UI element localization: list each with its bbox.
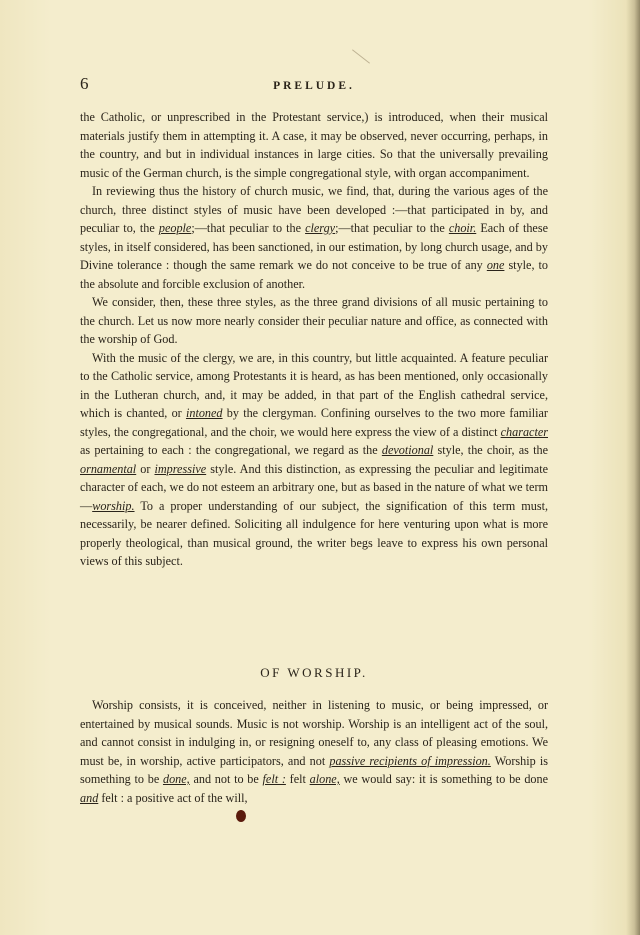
italic-text: one	[486, 258, 505, 272]
text-run: felt : a positive act of the will,	[98, 790, 248, 805]
italic-text: choir.	[448, 221, 477, 235]
text-run: In reviewing thus the history of church music, we find, that, during the various ages of the church, three distinct styles of music have been developed :—that participated in by, and peculiar to, the	[80, 184, 548, 235]
body-paragraph	[80, 349, 548, 571]
body-paragraph	[80, 108, 548, 182]
text-run: With the music of the clergy, we are, in this country, but little acquainted. A feature peculiar to the Catholic service, among Protestants it is heard, as has been mentioned, only occasionally in the Lutheran church, and, it may be added, in that part of the English cathedral service, which is chanted, or	[80, 350, 548, 420]
ink-blot	[236, 810, 246, 822]
text-run: and not to be	[189, 772, 263, 786]
text-run: the Catholic, or unprescribed in the Protestant service,) is introduced, when their musical materials justify them in attempting it. A case, it may be observed, never occurring, perhaps, in the country, and but in individual instances in large cities. So that the universally prevailing music of the German church, is the simple congregational style, with organ accompaniment.	[80, 110, 548, 180]
section-paragraph	[80, 696, 548, 807]
page-header	[80, 76, 548, 96]
text-run: or	[136, 461, 155, 476]
italic-text: impressive	[154, 461, 207, 476]
section-body-text	[80, 696, 548, 807]
text-run: we would say: it is something to be done	[339, 772, 549, 786]
italic-text: and	[80, 790, 99, 805]
text-run: style, to the absolute and forcible exclusion of another.	[80, 258, 549, 291]
section-heading: OF WORSHIP.	[260, 665, 368, 680]
italic-text: worship.	[92, 498, 135, 513]
italic-text: passive recipients of impression.	[329, 753, 491, 768]
body-paragraph	[80, 293, 548, 349]
text-run: Worship consists, it is conceived, neither in listening to music, or being impressed, or entertained by musical sounds. Music is not worship. Worship is an intelligent act of the soul, and cannot consist in indulging in, or resigning oneself to, any class of pleasing emotions. We must be, in worship, active participators, and not	[80, 698, 548, 768]
italic-text: people	[158, 221, 192, 235]
text-run: To a proper understanding of our subject, the signification of this term must, necessarily, be nearer defined. Soliciting all indulgence for here venturing upon what is more properly theological, than musical ground, the writer begs leave to express his own personal views of this subject.	[80, 498, 548, 568]
page-number: 6	[80, 74, 89, 93]
text-run: as pertaining to each : the congregational, we regard as the	[80, 443, 382, 457]
text-run: We consider, then, these three styles, as the three grand divisions of all music pertaining to the church. Let us now more nearly consider their peculiar nature and office, as connected with the worship of God.	[80, 295, 548, 346]
italic-text: intoned	[185, 406, 223, 420]
italic-text: alone,	[309, 772, 340, 786]
italic-text: ornamental	[80, 461, 137, 476]
body-text	[80, 108, 548, 571]
italic-text: character	[500, 424, 548, 439]
text-run: Each of these styles, in itself considered, has been sanctioned, in our estimation, by long church usage, and by Divine tolerance : though the same remark we do not conceive to be true of any	[80, 221, 548, 272]
page-edge-shadow	[626, 0, 640, 935]
text-run: style, the choir, as the	[433, 443, 548, 457]
text-run: style. And this distinction, as expressing the peculiar and legitimate character of each, we do not esteem an arbitrary one, but as based in the nature of what we term—	[80, 461, 548, 513]
italic-text: clergy	[305, 221, 336, 235]
text-run: by the clergyman. Confining ourselves to the two more familiar styles, the congregational, and the choir, we would here express the view of a distinct	[80, 406, 548, 439]
text-run: ;—that peculiar to the	[335, 221, 449, 235]
text-run: Worship is something to be	[80, 753, 549, 786]
body-paragraph	[80, 182, 548, 293]
italic-text: felt :	[262, 772, 286, 786]
running-title: PRELUDE.	[273, 80, 355, 92]
italic-text: devotional	[381, 443, 434, 457]
text-run: felt	[285, 772, 310, 786]
text-run: ;—that peculiar to the	[191, 221, 306, 235]
italic-text: done,	[162, 772, 190, 786]
